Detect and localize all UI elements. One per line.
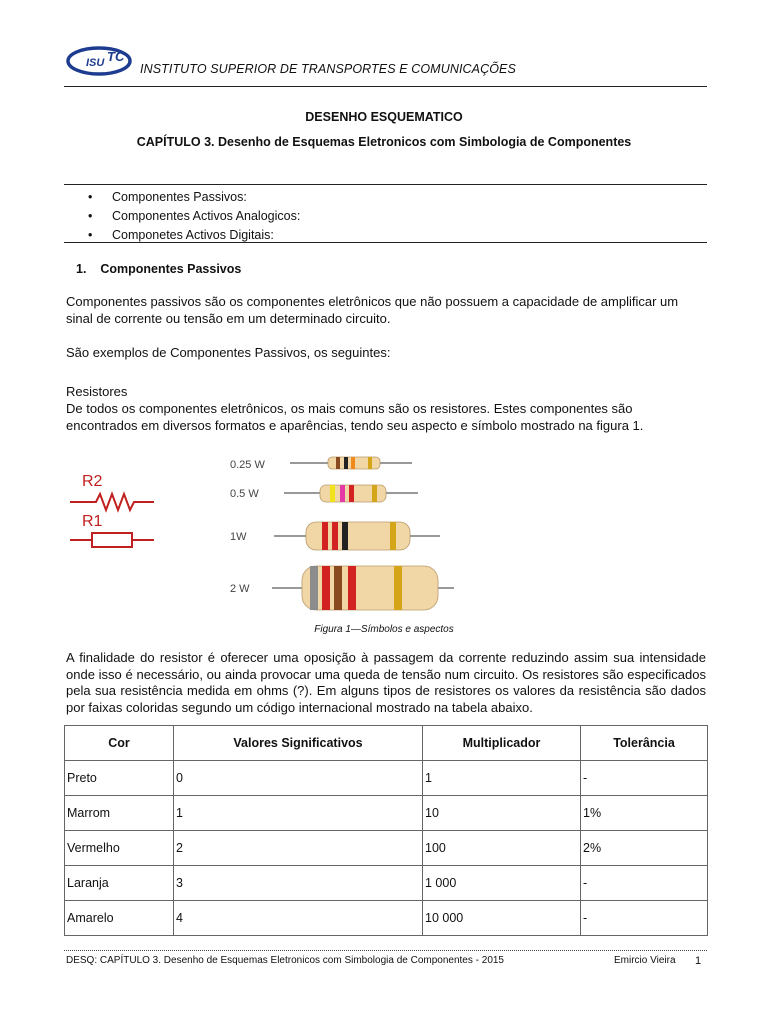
band [349, 485, 354, 502]
table-row [65, 796, 708, 831]
band [322, 522, 328, 550]
resistor-box-symbol [92, 533, 132, 547]
list-item: • Componetes Activos Digitais: [88, 226, 300, 245]
footer-doc-info: DESQ: CAPÍTULO 3. Desenho de Esquemas Eletronicos com Simbologia de Componentes - 2015 [66, 955, 504, 966]
bullets-top-rule [64, 184, 707, 185]
band [372, 485, 377, 502]
paragraph: De todos os componentes eletrônicos, os mais comuns são os resistores. Estes componentes são encontrados em diversos formatos e aparências, tendo seu aspecto e símbolo mostrado na figura 1. [66, 401, 644, 433]
cell-cor: Marrom [65, 796, 174, 831]
resistor-aspects-figure [228, 448, 468, 618]
header-rule [64, 86, 707, 87]
cell-cor: Laranja [65, 866, 174, 901]
cell-valor: 3 [174, 866, 423, 901]
table-row [65, 761, 708, 796]
band [342, 522, 348, 550]
contents-list [88, 188, 300, 245]
band [334, 566, 342, 610]
band [330, 485, 335, 502]
header-cor: Cor [65, 726, 174, 761]
cell-tolerancia: - [581, 761, 708, 796]
footer-author: Emircio Vieira [614, 955, 676, 966]
symbol-label-r2: R2 [82, 473, 103, 490]
header-valores: Valores Significativos [174, 726, 423, 761]
label-0.25w: 0.25 W [230, 459, 265, 471]
band [336, 457, 340, 469]
cell-tolerancia: 2% [581, 831, 708, 866]
cell-tolerancia: - [581, 866, 708, 901]
list-item: • Componentes Passivos: [88, 188, 300, 207]
cell-multiplicador: 10 [423, 796, 581, 831]
header-multiplicador: Multiplicador [423, 726, 581, 761]
cell-multiplicador: 1 000 [423, 866, 581, 901]
list-item: • Componentes Activos Analogicos: [88, 207, 300, 226]
cell-cor: Preto [65, 761, 174, 796]
cell-valor: 1 [174, 796, 423, 831]
paragraph: Componentes passivos são os componentes eletrônicos que não possuem a capacidade de amplificar um sinal de corrente ou tensão em um determinado circuito. [66, 294, 679, 326]
band [394, 566, 402, 610]
band [332, 522, 338, 550]
paragraph: A finalidade do resistor é oferecer uma oposição à passagem da corrente reduzindo assim sua intensidade onde isso é necessário, ou ainda provocar uma queda de tensão num circuito. Os resistores são especificados pela sua resistência medida em ohms (?). Em alguns tipos de resistores os valores da resistência são dados por faixas coloridas segundo um código internacional mostrado na tabela abaixo. [66, 650, 706, 715]
cell-valor: 2 [174, 831, 423, 866]
band [344, 457, 348, 469]
logo-text-tc: TC [107, 49, 125, 64]
subheading-resistores: Resistores [66, 384, 128, 399]
cell-cor: Vermelho [65, 831, 174, 866]
isutc-logo [66, 44, 136, 78]
cell-multiplicador: 100 [423, 831, 581, 866]
table-row [65, 866, 708, 901]
band [340, 485, 345, 502]
cell-tolerancia: - [581, 901, 708, 936]
band [351, 457, 355, 469]
chapter-title: CAPÍTULO 3. Desenho de Esquemas Eletronicos com Simbologia de Componentes [136, 135, 632, 149]
table-row [65, 901, 708, 936]
band [368, 457, 372, 469]
footer-rule [64, 950, 707, 951]
figure-caption: Figura 1—Símbolos e aspectos [314, 624, 454, 635]
paragraph: São exemplos de Componentes Passivos, os seguintes: [66, 345, 391, 360]
table-header-row [65, 726, 708, 761]
doc-title: DESENHO ESQUEMATICO [305, 110, 463, 124]
bullets-bottom-rule [64, 242, 707, 243]
logo-text-isu: ISU [86, 57, 105, 69]
resistor-symbols-figure [66, 470, 158, 552]
table-row [65, 831, 708, 866]
band [310, 566, 318, 610]
resistor-zigzag-symbol [70, 494, 154, 510]
cell-cor: Amarelo [65, 901, 174, 936]
color-code-table [64, 725, 708, 936]
label-1w: 1W [230, 531, 247, 543]
section-heading: 1. Componentes Passivos [76, 262, 242, 276]
cell-multiplicador: 1 [423, 761, 581, 796]
cell-valor: 4 [174, 901, 423, 936]
band [390, 522, 396, 550]
symbol-label-r1: R1 [82, 513, 103, 530]
band [322, 566, 330, 610]
page-number: 1 [695, 955, 702, 967]
cell-valor: 0 [174, 761, 423, 796]
institute-name: INSTITUTO SUPERIOR DE TRANSPORTES E COMUNICAÇÕES [140, 62, 516, 76]
band [348, 566, 356, 610]
label-2w: 2 W [230, 583, 250, 595]
label-0.5w: 0.5 W [230, 488, 259, 500]
cell-multiplicador: 10 000 [423, 901, 581, 936]
header-tolerancia: Tolerância [581, 726, 708, 761]
cell-tolerancia: 1% [581, 796, 708, 831]
